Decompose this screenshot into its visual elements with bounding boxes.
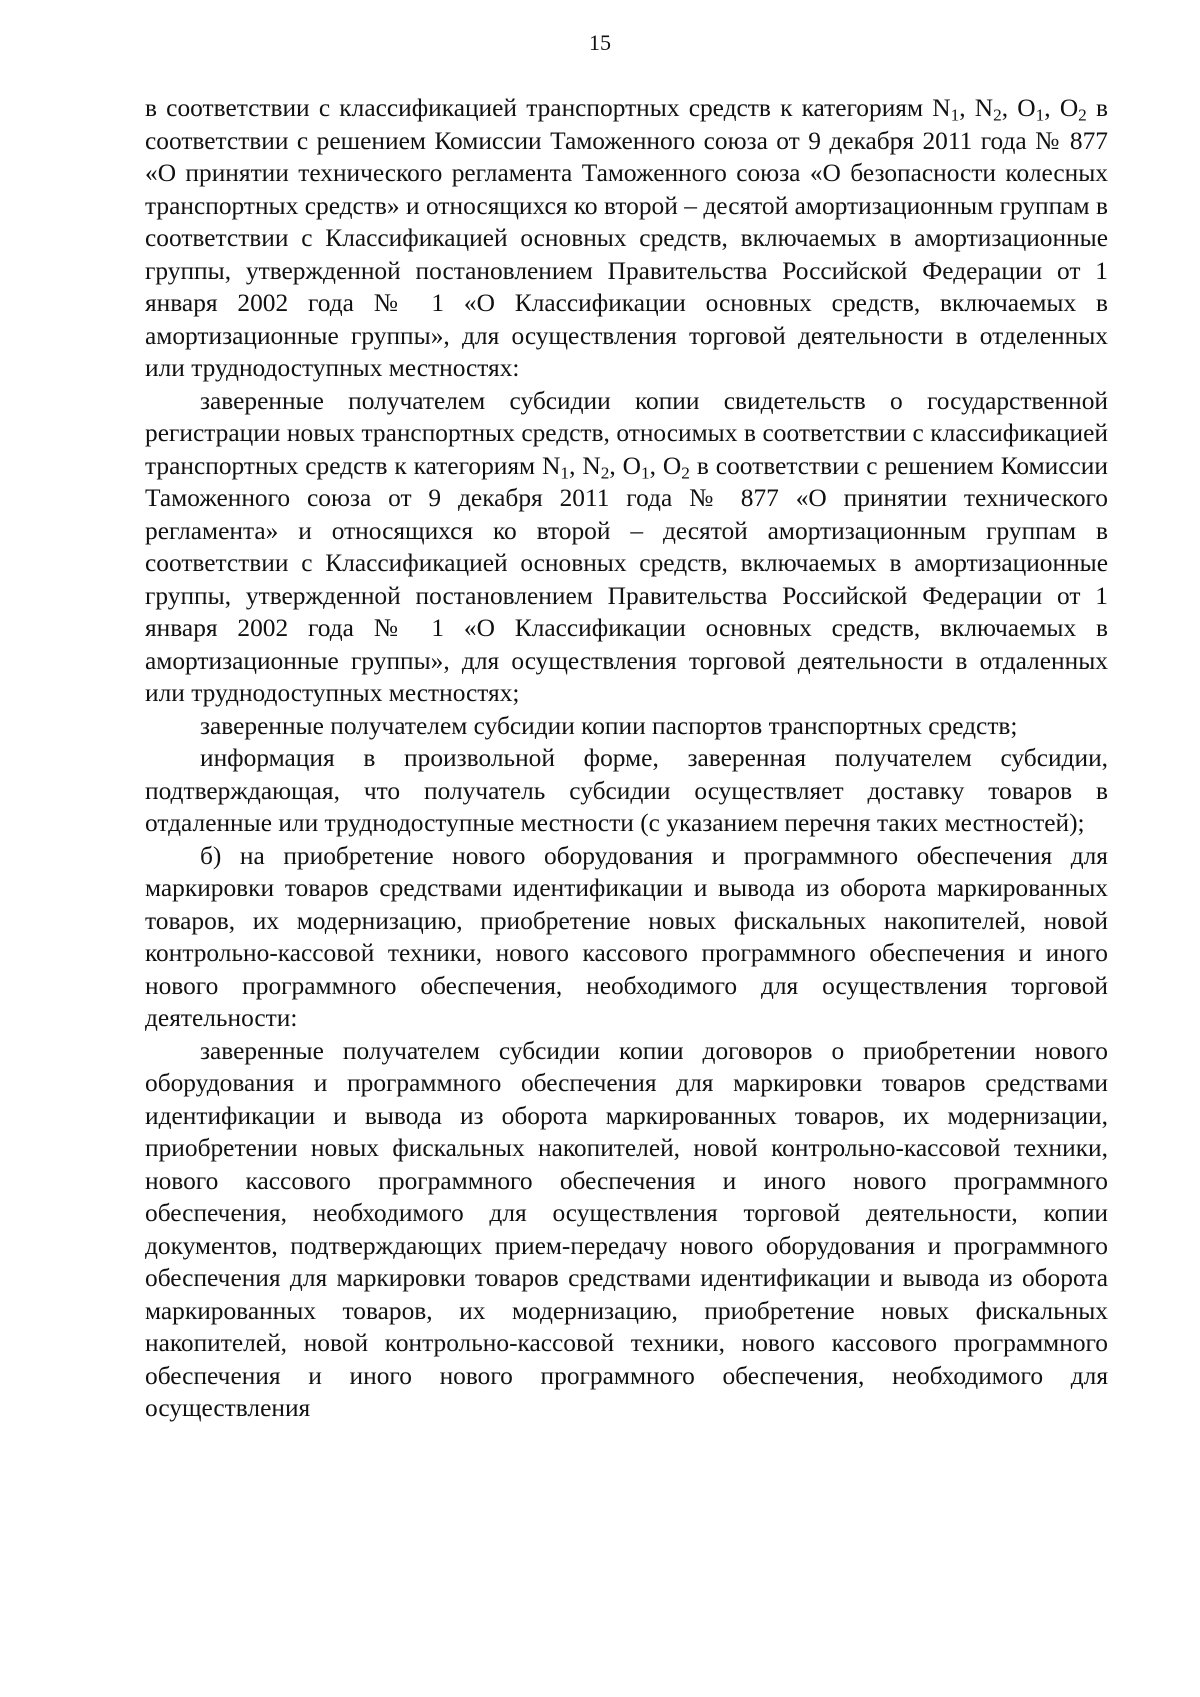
subscript: 1 bbox=[640, 462, 650, 482]
document-body bbox=[145, 92, 1108, 1425]
paragraph bbox=[145, 840, 1108, 1035]
subscript: 2 bbox=[681, 462, 690, 482]
paragraph bbox=[145, 385, 1108, 710]
paragraph-text: в соответствии с решением Комиссии Таможенного союза от 9 декабря 2011 года № 877 «О принятии технического регламента Таможенного союза «О безопасности колесных транспортных средств» и относящихся ко второй – десятой амортизационным группам в соответствии с Классификацией основных средств, включаемых в амортизационные группы, утвержденной постановлением Правительства Российской Федерации от 1 января 2002 года № 1 «О Классификации основных средств, включаемых в амортизационные группы», для осуществления торговой деятельности в отделенных или труднодоступных местностях: bbox=[145, 94, 1108, 382]
paragraph bbox=[145, 1035, 1108, 1425]
paragraph-text: , O bbox=[1001, 94, 1036, 122]
paragraph-text: , O bbox=[1044, 94, 1079, 122]
page-number: 15 bbox=[589, 30, 611, 55]
paragraph-text: заверенные получателем субсидии копии паспортов транспортных средств; bbox=[200, 711, 1018, 740]
paragraph-text: , O bbox=[649, 451, 682, 480]
paragraph bbox=[145, 742, 1108, 840]
paragraph-text: , O bbox=[609, 451, 641, 480]
paragraph-text: б) на приобретение нового оборудования и программного обеспечения для маркировки товаров средствами идентификации и вывода из оборота маркированных товаров, их модернизацию, приобретение новых фискальных накопителей, новой контрольно-кассовой техники, нового кассового программного обеспечения и иного нового программного обеспечения, необходимого для осуществления торговой деятельности: bbox=[145, 841, 1108, 1032]
subscript: 1 bbox=[1035, 105, 1045, 125]
paragraph-text: заверенные получателем субсидии копии договоров о приобретении нового оборудования и программного обеспечения для маркировки товаров средствами идентификации и вывода из оборота маркированных товаров, их модернизации, приобретении новых фискальных накопителей, новой контрольно-кассовой техники, нового кассового программного обеспечения и иного нового программного обеспечения, необходимого для осуществления торговой деятельности, копии документов, подтверждающих прием-передачу нового оборудования и программного обеспечения для маркировки товаров средствами идентификации и вывода из оборота маркированных товаров, их модернизацию, приобретение новых фискальных накопителей, новой контрольно-кассовой техники, нового кассового программного обеспечения и иного нового программного обеспечения, необходимого для осуществления bbox=[145, 1036, 1108, 1422]
paragraph-text: , N bbox=[959, 94, 994, 122]
subscript: 1 bbox=[560, 462, 570, 482]
subscript: 2 bbox=[993, 105, 1002, 125]
paragraph-text: в соответствии с решением Комиссии Таможенного союза от 9 декабря 2011 года № 877 «О принятии технического регламента» и относящихся ко второй – десятой амортизационным группам в соответствии с Классификацией основных средств, включаемых в амортизационные группы, утвержденной постановлением Правительства Российской Федерации от 1 января 2002 года № 1 «О Классификации основных средств, включаемых в амортизационные группы», для осуществления торговой деятельности в отдаленных или труднодоступных местностях; bbox=[145, 451, 1108, 707]
subscript: 2 bbox=[1078, 105, 1087, 125]
subscript: 2 bbox=[600, 462, 610, 482]
paragraph-text: информация в произвольной форме, заверенная получателем субсидии, подтверждающая, что получатель субсидии осуществляет доставку товаров в отдаленные или труднодоступные местности (с указанием перечня таких местностей); bbox=[145, 744, 1108, 837]
paragraph bbox=[145, 92, 1108, 385]
paragraph-text: заверенные получателем субсидии копии свидетельств о государственной регистрации новых транспортных средств, относимых в соответствии с классификацией транспортных средств к категориям N bbox=[145, 386, 1108, 480]
paragraph-text: , N bbox=[569, 451, 601, 480]
subscript: 1 bbox=[950, 105, 960, 125]
paragraph bbox=[145, 710, 1108, 743]
paragraph-text: в соответствии с классификацией транспортных средств к категориям N bbox=[145, 94, 951, 122]
